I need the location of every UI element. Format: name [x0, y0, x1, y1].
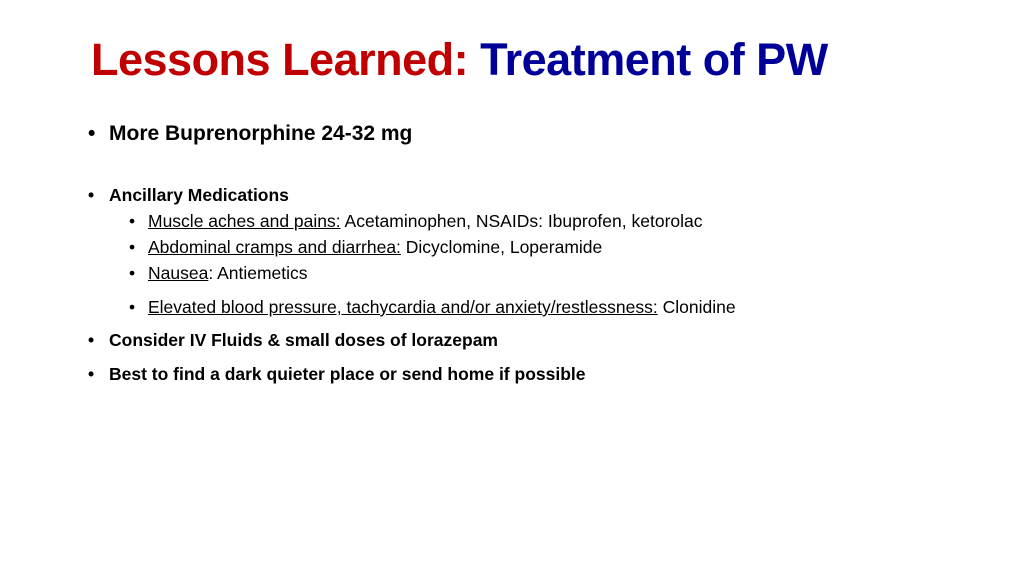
bullet-dot-icon: • — [129, 237, 136, 257]
bullet-dot-icon: • — [88, 185, 95, 205]
sub-bullet-text — [148, 296, 736, 318]
sub-bullet-label: Elevated blood pressure, tachycardia and/or anxiety/restlessness: — [148, 297, 658, 317]
sub-bullet-text — [148, 262, 308, 284]
bullet-text: Best to find a dark quieter place or send home if possible — [109, 364, 586, 384]
bullet-dot-icon: • — [88, 364, 95, 384]
sub-bullet-detail: Clonidine — [657, 297, 736, 317]
sub-bullet-detail: Dicyclomine, Loperamide — [400, 237, 603, 257]
slide-title — [91, 30, 828, 90]
sub-bullet-text — [148, 210, 703, 232]
bullet-text: Ancillary Medications — [109, 185, 289, 205]
sub-bullet-label: Muscle aches and pains: — [148, 211, 341, 231]
sub-bullet-label: Abdominal cramps and diarrhea: — [148, 237, 401, 257]
bullet-dot-icon: • — [129, 297, 136, 317]
bullet-dot-icon: • — [88, 122, 96, 145]
title-part-lessons-learned: Lessons Learned: — [91, 34, 469, 85]
sub-bullet-label: Nausea — [148, 263, 209, 283]
bullet-text: More Buprenorphine 24-32 mg — [109, 122, 413, 145]
bullet-dot-icon: • — [88, 330, 95, 350]
sub-bullet-text — [148, 236, 602, 258]
bullet-dot-icon: • — [129, 211, 136, 231]
title-part-treatment: Treatment of PW — [480, 34, 828, 85]
sub-bullet-detail: : Antiemetics — [208, 263, 308, 283]
bullet-dot-icon: • — [129, 263, 136, 283]
sub-bullet-detail: Acetaminophen, NSAIDs: Ibuprofen, ketorolac — [340, 211, 703, 231]
bullet-text: Consider IV Fluids & small doses of lorazepam — [109, 330, 498, 350]
